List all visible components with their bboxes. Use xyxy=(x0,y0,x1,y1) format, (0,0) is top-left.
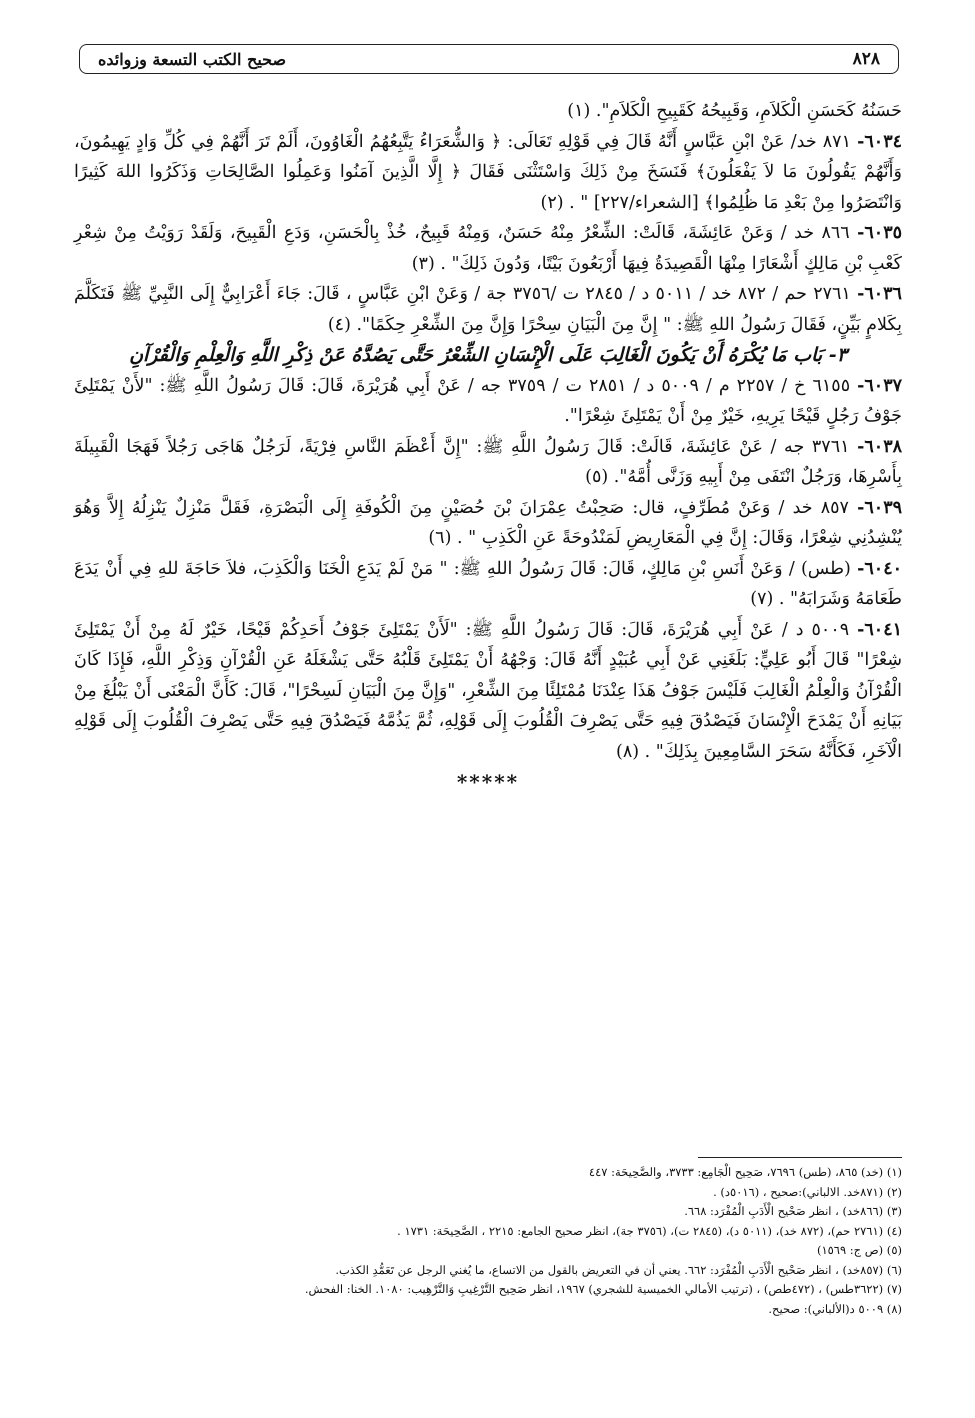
main-text xyxy=(74,96,902,798)
hadith-text: ٨٧١ خد/ عَنْ ابْنِ عَبَّاسٍ أَنَّهُ قَالَ فِي قَوْلِهِ تَعَالَى: ﴿ وَالشُّعَرَاءُ يَتَّبِعُهُمُ الْغَاوُونَ، أَلَمْ تَرَ أَنَّهُمْ فِي كُلِّ وَادٍ يَهِيمُونَ، وَأَنَّهُمْ يَقُولُونَ مَا لاَ يَفْعَلُونَ﴾ فَنَسَخَ مِنْ ذَلِكَ وَاسْتَثْنَى فَقَالَ ﴿ إِلَّا الَّذِينَ آمَنُوا وَعَمِلُوا الصَّالِحَاتِ وَذَكَرُوا اللهَ كَثِيرًا وَانْتَصَرُوا مِنْ بَعْدِ مَا ظُلِمُوا﴾ [الشعراء/٢٢٧] " . (٢) xyxy=(74,131,902,213)
paragraph xyxy=(74,96,902,127)
hadith-6037 xyxy=(74,371,902,432)
hadith-number: ٦٠٣٦- xyxy=(857,284,902,304)
hadith-text: ٢٧٦١ حم / ٨٧٢ خد / ٥٠١١ د / ٢٨٤٥ ت /٣٧٥٦ جة / وَعَنْ ابْنِ عَبَّاسٍ ، قَالَ: جَاءَ أَعْرَابِيٌّ إِلَى النَّبِيِّ ﷺ فَتَكَلَّمَ بِكَلامٍ بَيِّنٍ، فَقَالَ رَسُولُ اللهِ ﷺ: " إِنَّ مِنَ الْبَيَانِ سِحْرًا وَإِنَّ مِنَ الشِّعْرِ حِكَمًا". (٤) xyxy=(74,284,902,335)
section-divider-stars: ***** xyxy=(456,770,520,794)
footnote: (٥) (ص ج: ١٥٦٩) xyxy=(816,1243,902,1257)
page-header xyxy=(79,44,899,74)
hadith-number: ٦٠٤٠- xyxy=(857,558,902,579)
footnotes xyxy=(74,1163,902,1319)
book-title: صحيح الكتب التسعة وزوائده xyxy=(98,49,287,69)
hadith-6035 xyxy=(74,218,902,279)
hadith-text: ٥٠٠٩ د / عَنْ أَبِي هُرَيْرَةَ، قَالَ: قَالَ رَسُولُ اللَّهِ ﷺ: "لَأَنْ يَمْتَلِئَ جَوْفُ أَحَدِكُمْ قَيْحًا، خَيْرٌ لَهُ مِنْ أَنْ يَمْتَلِئَ شِعْرًا" قَالَ أَبُو عَلِيٍّ: بَلَغَنِي عَنْ أَبِي عُبَيْدٍ أَنَّهُ قَالَ: وَجْهُهُ أَنْ يَمْتَلِئَ قَلْبُهُ حَتَّى يَشْغَلَهُ عَنِ الْقُرْآنِ وَذِكْرِ اللَّهِ، فَإِذَا كَانَ الْقُرْآنُ وَالْعِلْمُ الْغَالِبَ فَلَيْسَ جَوْفُ هَذَا عِنْدَنَا مُمْتَلِئًا مِنَ الشِّعْرِ، "وَإِنَّ مِنَ الْبَيَانِ لَسِحْرًا"، قَالَ: كَأَنَّ الْمَعْنَى أَنْ يَبْلُغَ مِنْ بَيَانِهِ أَنْ يَمْدَحَ الْإِنْسَانَ فَيَصْدُقَ فِيهِ حَتَّى يَصْرِفَ الْقُلُوبَ إِلَى قَوْلِهِ، ثُمَّ يَذُمَّهُ فَيَصْدُقَ فِيهِ حَتَّى يَصْرِفَ الْقُلُوبَ إِلَى قَوْلِهِ الْآخَرِ، فَكَأَنَّهُ سَحَرَ السَّامِعِينَ بِذَلِكَ" . (٨) xyxy=(74,619,902,762)
hadith-number: ٦٠٣٤- xyxy=(857,131,902,152)
hadith-number: ٦٠٣٧- xyxy=(857,375,902,396)
paragraph-text: حَسَنُهُ كَحَسَنِ الْكَلاَمِ، وَقَبِيحُهُ كَقَبِيحِ الْكَلاَمِ". (١) xyxy=(567,101,902,121)
hadith-number: ٦٠٣٨- xyxy=(857,436,902,457)
hadith-6039 xyxy=(74,493,902,554)
footnote: (٢) (٨٧١خد. الالباني):صحيح ، (٥٠١٦د) . xyxy=(713,1184,902,1199)
footnote: (٦) (٨٥٧خد) ، انظر صَحْيح الْأَدَبِ الْمُفْرَد: ٦٦٢. يعني أن في التعريض بالقول من الاتساع، ما يُغني الرجل عن تَعَمُّدِ الكذب. xyxy=(335,1262,902,1277)
footnote: (٤) (٢٧٦١ حم)، (٨٧٢ خد)، (٥٠١١ د)، (٢٨٤٥ ت)، (٣٧٥٦ جة)، انظر صحيح الجامع: ٢٢١٥ ، الصَّحِيحَة: ١٧٣١ . xyxy=(397,1223,902,1238)
hadith-number: ٦٠٣٥- xyxy=(857,223,902,243)
hadith-6041 xyxy=(74,615,902,768)
hadith-6038 xyxy=(74,432,902,493)
hadith-6034 xyxy=(74,127,902,219)
hadith-number: ٦٠٤١- xyxy=(857,619,902,640)
footnote: (٣) (٨٦٦خد) ، انظر صَحْيح الْأَدَبِ الْمُفْرَد: ٦٦٨. xyxy=(684,1204,902,1218)
hadith-6040 xyxy=(74,554,902,615)
hadith-text: ٦١٥٥ خ / ٢٢٥٧ م / ٥٠٠٩ د / ٢٨٥١ ت / ٣٧٥٩ جه / عَنْ أَبِي هُرَيْرَةَ، قَالَ: قَالَ رَسُولُ اللَّهِ ﷺ: "لأَنْ يَمْتَلِئَ جَوْفُ رَجُلٍ قَيْحًا يَرِيهِ، خَيْرٌ مِنْ أَنْ يَمْتَلِئَ شِعْرًا". xyxy=(74,375,902,426)
footnote-separator xyxy=(698,1157,902,1158)
hadith-text: ٨٦٦ خد / وَعَنْ عَائِشَةَ، قَالَتْ: الشِّعْرُ مِنْهُ حَسَنٌ، وَمِنْهُ قَبِيحٌ، خُذْ بِالْحَسَنِ، وَدَعِ الْقَبِيحَ، وَلَقَدْ رَوَيْتُ مِنْ شِعْرِ كَعْبِ بْنِ مَالِكٍ أَشْعَارًا مِنْهَا الْقَصِيدَةُ فِيهَا أَرْبَعُونَ بَيْتًا، وَدُونَ ذَلِكَ" . (٣) xyxy=(74,223,902,274)
footnote: (٧) (٣٦٢٢طس) ، (٤٧٢طص) ، (ترتيب الأمالي الخميسية للشجري) ١٩٦٧، انظر صَحِيح التَّرْغِيبِ وَالتَّرْهِيب: ١٠٨٠. الخنا: الفحش. xyxy=(304,1282,902,1296)
chapter-heading: ٣- بَاب مَا يُكْرَهُ أَنْ يَكُونَ الْغَالِبَ عَلَى الْإِنْسَانِ الشِّعْرُ حَتَّى يَصُدَّهُ عَنْ ذِكْرِ اللَّهِ وَالْعِلْمِ وَالْقُرْآنِ xyxy=(129,344,847,366)
hadith-number: ٦٠٣٩- xyxy=(857,497,902,518)
hadith-text: ٨٥٧ خد / وَعَنْ مُطَرِّفٍ، قال: صَحِبْتُ عِمْرَانَ بْنَ حُصَيْنٍ مِنَ الْكُوفَةِ إِلَى الْبَصْرَةِ، فَقَلَّ مَنْزِلٌ يَنْزِلُهُ إِلاَّ وَهُوَ يُنْشِدُنِي شِعْرًا، وَقَالَ: إِنَّ فِي الْمَعَارِيضِ لَمَنْدُوحَةً عَنِ الْكَذِبِ " . (٦) xyxy=(74,497,902,548)
hadith-6036 xyxy=(74,279,902,340)
hadith-text: ٣٧٦١ جه / عَنْ عَائِشَةَ، قَالَتْ: قَالَ رَسُولُ اللَّهِ ﷺ: "إِنَّ أَعْظَمَ النَّاسِ فِرْيَةً، لَرَجُلٌ هَاجَى رَجُلاً فَهَجَا الْقَبِيلَةَ بِأَسْرِهَا، وَرَجُلٌ انْتَفَى مِنْ أَبِيهِ وَزَنَّى أُمَّهُ". (٥) xyxy=(74,436,902,487)
hadith-text: (طس) / وَعَنْ أَنَسِ بْنِ مَالِكٍ، قَالَ: قَالَ رَسُولُ اللهِ ﷺ: " مَنْ لَمْ يَدَعِ الْخَنَا وَالْكَذِبَ، فلاَ حَاجَةَ للهِ فِي أَنْ يَدَعَ طَعَامَهُ وَشَرَابَهُ" . (٧) xyxy=(74,558,902,609)
footnote: (١) (خد) ٨٦٥، (طس) ٧٦٩٦، صَحِيح الْجَامِع: ٣٧٣٣، والصَّحِيحَة: ٤٤٧ xyxy=(588,1165,902,1179)
footnote: (٨) ٥٠٠٩ د(الألباني): صحيح. xyxy=(768,1301,902,1316)
page-number: ٨٢٨ xyxy=(852,49,880,69)
